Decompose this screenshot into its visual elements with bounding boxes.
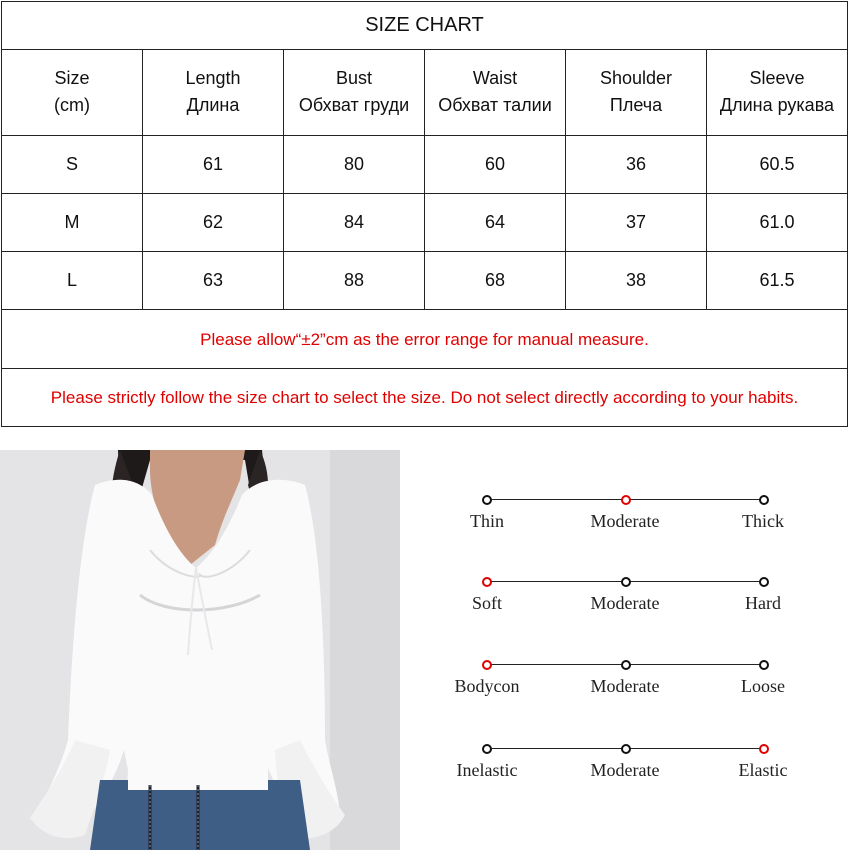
scale-dot (482, 495, 492, 505)
scale-label: Bodycon (454, 676, 520, 696)
table-cell: 62 (143, 193, 284, 251)
scale-label: Thin (470, 511, 504, 531)
table-cell: 37 (566, 193, 707, 251)
header-bust: Bust Обхват груди (284, 50, 425, 135)
scale-dot (621, 744, 631, 754)
table-cell: 63 (143, 252, 284, 310)
scale-dot (759, 744, 769, 754)
note-row (2, 310, 848, 368)
table-cell: 64 (425, 193, 566, 251)
header-sleeve: Sleeve Длина рукава (707, 50, 848, 135)
size-advice-note: Please strictly follow the size chart to select the size. Do not select directly according to your habits. (2, 368, 848, 426)
table-cell: 61.5 (707, 252, 848, 310)
table-row (2, 193, 848, 251)
error-range-note: Please allow“±2”cm as the error range for manual measure. (2, 310, 848, 368)
scale-label: Moderate (590, 511, 660, 531)
scale-label: Hard (745, 593, 781, 613)
scale-dot (621, 495, 631, 505)
fit-scale (440, 645, 810, 695)
scale-label: Moderate (590, 676, 660, 696)
table-row (2, 135, 848, 193)
table-cell: 60.5 (707, 135, 848, 193)
product-photo (0, 450, 400, 850)
table-cell: 60 (425, 135, 566, 193)
header-row (2, 50, 848, 135)
scale-label: Moderate (590, 760, 660, 780)
table-row (2, 252, 848, 310)
softness-scale (440, 562, 810, 612)
scale-label: Inelastic (456, 760, 518, 780)
fabric-attributes (440, 480, 810, 800)
table-cell: 88 (284, 252, 425, 310)
elasticity-scale (440, 729, 810, 779)
scale-label: Loose (741, 676, 785, 696)
size-chart-table (1, 1, 848, 427)
model-illustration (0, 450, 400, 850)
scale-label: Elastic (738, 760, 788, 780)
scale-dot (759, 577, 769, 587)
table-cell: 36 (566, 135, 707, 193)
header-length: Length Длина (143, 50, 284, 135)
thickness-scale (440, 480, 810, 530)
table-cell: 38 (566, 252, 707, 310)
table-cell: 80 (284, 135, 425, 193)
table-cell: 61.0 (707, 193, 848, 251)
scale-label: Moderate (590, 593, 660, 613)
note-row (2, 368, 848, 426)
scale-dot (482, 577, 492, 587)
size-chart-title: SIZE CHART (2, 2, 848, 50)
scale-dot (482, 660, 492, 670)
table-cell: 61 (143, 135, 284, 193)
table-cell: L (2, 252, 143, 310)
header-shoulder: Shoulder Плеча (566, 50, 707, 135)
table-cell: S (2, 135, 143, 193)
table-cell: M (2, 193, 143, 251)
scale-dot (482, 744, 492, 754)
header-size: Size (cm) (2, 50, 143, 135)
scale-dot (621, 660, 631, 670)
scale-dot (759, 660, 769, 670)
table-cell: 68 (425, 252, 566, 310)
scale-dot (621, 577, 631, 587)
table-cell: 84 (284, 193, 425, 251)
header-waist: Waist Обхват талии (425, 50, 566, 135)
scale-label: Soft (471, 593, 502, 613)
scale-dot (759, 495, 769, 505)
scale-label: Thick (742, 511, 784, 531)
